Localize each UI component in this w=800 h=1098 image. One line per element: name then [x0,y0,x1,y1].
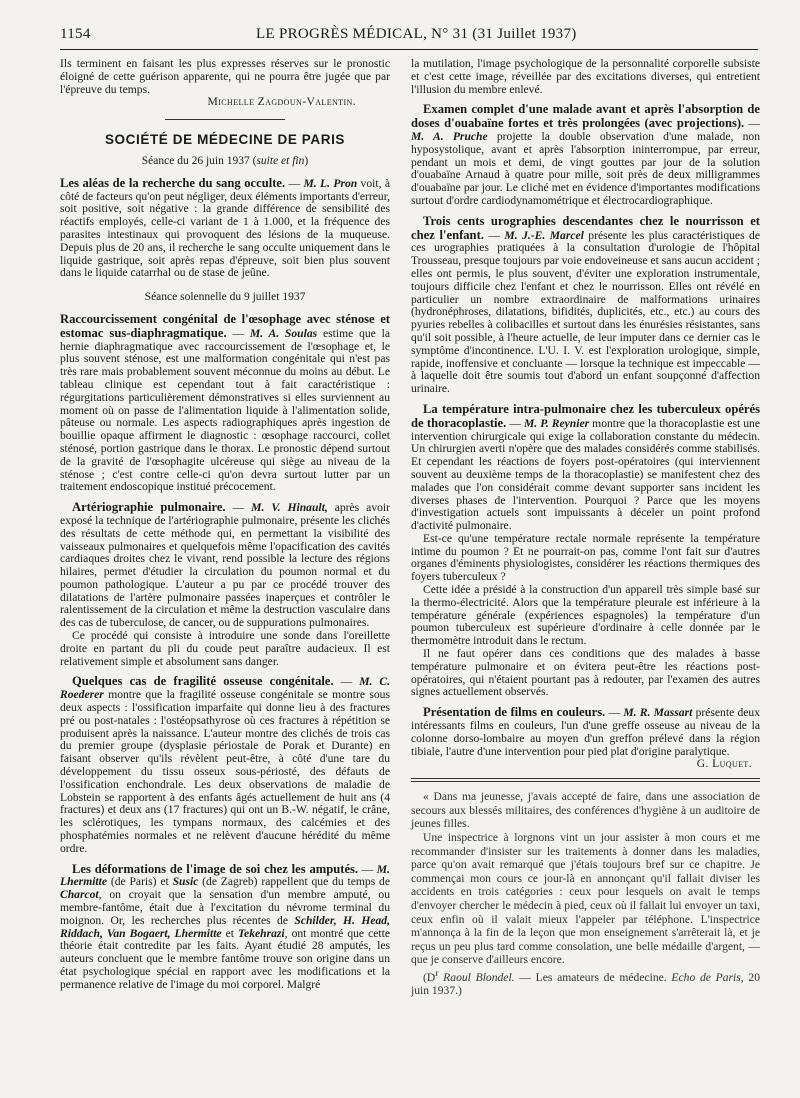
feuilleton [411,790,760,998]
article-sang-occulte: Les aléas de la recherche du sang occulte. — M. L. Pron voit, à côté de facteurs qu'on peut négliger, deux éléments importants d'erreur, soit positive, soit négative : la grande différence de sensibilité des réactifs employés, celle-ci variant de 1 à 1.000, et la fréquence des parasites intestinaux qui provoquent des lésions de la muqueuse. Depuis plus de 20 ans, il recherche le sang occulte uniquement dans le liquide gastrique, soit après repas d'épreuve, soit bien plus souvent dans le liquide catarrhal ou de stase de jeûne. [60,175,391,280]
article-title: Examen complet d'une malade avant et après l'absorption de doses d'ouabaïne fortes et très prolongées (avec projections). [411,102,760,131]
temperature-paragraph-3: Cette idée a présidé à la construction d'un appareil très simple basé sur la thermo-électricité. Alors que la température pleurale est inférieure à la température générale (expériences espagnoles) la température d'un poumon tuberculeux est supérieure d'ordinaire à celle donnée par le thermomètre introduit dans le rectum. [411,583,760,648]
article-films: Présentation de films en couleurs. — M. R. Massart présente deux intéressants films en couleurs, l'un d'une greffe osseuse au niveau de la colonne dorso-lombaire au moyen d'un greffon prélevé dans la région tibiale, l'autre d'une intervention pour pied plat d'origine paralytique. [411,705,761,758]
article-author: M. J.-E. Marcel [504,228,584,242]
article-title: Les aléas de la recherche du sang occulte. [60,175,286,190]
arteriographie-paragraph-2: Ce procédé qui consiste à introduire une sonde dans l'oreillette droite en partant du pli du coude peut paraître audacieux. Il est relativement simple et absolument sans danger. [60,629,390,668]
article-title: Trois cents urographies descendantes chez le nourrisson et chez l'enfant. [411,213,760,242]
continuation-paragraph: la mutilation, l'image psychologique de la personnalité corporelle subsiste et c'est cette image, réveillée par des excitations diverses, qui entretient l'illusion du membre enlevé. [411,57,760,96]
article-author: M. C. Roederer [60,675,390,702]
feuilleton-paragraph-2: Une inspectrice à lorgnons vint un jour assister à mon cours et me recommander d'insister sur les traitements à donner dans les maladies, parce qu'on avait remarqué que j'étais toujours bref sur ce chapitre. Je commençai mon cours ce jour-là en annonçant qu'il fallait diviser les accidents en trois catégories : ceux pour lesquels on avait le temps d'envoyer chercher le médecin à pied, ceux où il fallait lui envoyer un taxi, ceux enfin où il valait mieux l'appeler par téléphone. L'inspectrice m'annonça à la fin de la leçon que mon enseignement s'arrêterait là, et je reçus un peu plus tard comme consolation, une belle médaille d'argent, — que je conserve d'ailleurs encore. [411,831,760,967]
article-title: Présentation de films en couleurs. [423,705,606,720]
temperature-paragraph-4: Il ne faut opérer dans ces conditions que des malades à basse température pulmonaire et on évitera peut-être les réactions post-opératoires, qui n'étaient pourtant pas à redouter, par l'examen des autres signes actuellement observés. [411,647,760,699]
page-header [60,26,758,48]
article-arteriographie: Artériographie pulmonaire. — M. V. Hinault, après avoir exposé la technique de l'artériographie pulmonaire, présente les clichés des résultats de cette méthode qui, en permettant la visibilité des vaisseaux pulmonaires et quelquefois même l'opacification des cavités cardiaques droites chez le vivant, rend possible la lecture des régions hilaires, permet d'étudier la circulation du poumon normal et du poumon pathologique. L'auteur a pu par ce procédé trouver des dilatations de l'artère pulmonaire passées inaperçues et contrôler le ralentissement de la circulation et même la destruction vasculaire dans des cas de tuberculose, de cancer, ou de suppurations pulmonaires. [60,500,391,630]
article-title: Raccourcissement congénital de l'œsophage avec sténose et estomac sus-diaphragmatique. [60,311,390,340]
feuilleton-paragraph-1: « Dans ma jeunesse, j'avais accepté de faire, dans une association de secours aux blessés militaires, des conférences d'hygiène à un auditoire de jeunes filles. [411,790,760,831]
article-author: M. Lhermitte [60,862,391,889]
seance-2: Séance solennelle du 9 juillet 1937 [144,291,306,304]
article-fragilite: Quelques cas de fragilité osseuse congénitale. — M. C. Roederer montre que la fragilité osseuse congénitale se montre sous deux aspects : l'ossification imparfaite qui donne lieu à des fractures pré ou post-natales : l'ostéopsathyrose où ces fractures à répétition se produisent après la naissance. L'auteur montre des clichés de trois cas du premier groupe (dysplasie périostale de Porak et Durante) en faisant observer qu'ils révèlent peut-être, à côté d'une tare du développement du tissu osseux sous-périosté, des défauts de l'ossification enchondrale. Les deux observations de maladie de Lobstein se rapportent à des enfants âgés actuellement de huit ans (4 fractures) et deux ans (17 fractures) qui ont un B.-W. négatif, le crâne, les sclérotiques, les tympans normaux, des calcémies et des phosphatémies normales et ne relèvent d'aucune hérédité du même ordre. [60,674,390,855]
report-signature: G. Luquet. [696,757,752,771]
article-oesophage: Raccourcissement congénital de l'œsophage avec sténose et estomac sus-diaphragmatique. — M. A. Soulas estime que la hernie diaphragmatique avec raccourcissement de l'œsophage et, le plus souvent sténose, est une malformation congénitale qui n'est pas très rare mais probablement souvent méconnue du moins au début. Le tableau clinique est cependant tout à fait caractéristique : régurgitations particulièrement démonstratives si elles surviennent au moment où on passe de l'alimentation liquide à l'alimentation solide, pâteuse ou normale. Les aspects radiographiques après ingestion de bouillie opaque affirment le diagnostic : œsophage raccourci, collet sténosé, portion gastrique dans le thorax. Le pronostic dépend surtout de la gravité de l'œsophagite ulcéreuse qui siège au niveau de la sténose ; c'est contre celle-ci qu'on devra surtout lutter par un traitement endoscopique institué précocement. [60,311,390,494]
article-author: M. R. Massart [623,706,693,720]
article-author: M. L. Pron [303,176,358,190]
article-title: Les déformations de l'image de soi chez les amputés. [72,861,359,876]
article-author: M. A. Pruche [411,129,488,143]
article-author: M. A. Soulas [249,326,318,340]
feuilleton-source: ($D^r$ Raoul Blondel. — Les amateurs de médecine. Echo de Paris, 20 juin 1937.) [411,967,761,998]
article-author: M. V. Hinault, [251,501,328,515]
temperature-paragraph-2: Est-ce qu'une température rectale normale représente la température intime du poumon ? Et ne pourrait-on pas, comme l'ont fait sur d'autres organes d'éminents physiologistes, considérer les réactions thermiques des foyers tuberculeux ? [411,531,760,584]
left-column [60,58,390,992]
intro-author: Michelle Zagdoun-Valentin. [207,95,356,109]
article-temperature: La température intra-pulmonaire chez les tuberculeux opérés de thoracoplastie. — M. P. Reynier montre que la thoracoplastie est une intervention chirurgicale qui exige la collaboration constante du médecin. Un chirurgien averti n'opère que des malades considérés comme stabilisés. Et cependant les réactions de foyers post-opératoires (qui interviennent souvent au deuxième temps de la thoracoplastie) se manifestent chez des malades que l'on considérait comme devant supporter sans incident les diverses phases de l'intervention. Pourquoi ? Parce que les moyens d'investigation actuels sont impuissants à déceler un point profond d'activité pulmonaire. [411,401,760,533]
intro-paragraph: Ils terminent en faisant les plus expresses réserves sur le pronostic éloigné de cette guérison apparente, qui ne pourra être jugée que par l'épreuve du temps. [60,57,390,96]
society-heading: SOCIÉTÉ DE MÉDECINE DE PARIS [104,132,346,148]
article-title: La température intra-pulmonaire chez les tuberculeux opérés de thoracoplastie. [411,401,760,430]
article-title: Quelques cas de fragilité osseuse congénitale. [72,674,334,689]
article-ouabaine: Examen complet d'une malade avant et après l'absorption de doses d'ouabaïne fortes et très prolongées (avec projections). — M. A. Pruche projette la double observation d'une malade, non hyposystolique, avant et après l'absorption ininterrompue, par erreur, pendant un mois et demi, de vingt gouttes par jour de la solution d'ouabaïne Arnaud à quatre pour mille, soit près de deux milligrammes d'ouabaïne par jour. Le cliché met en évidence d'importantes modifications surtout d'ordre cardiodynamométrique et électrocardiographique. [411,102,760,207]
article-author: M. P. Reynier [523,416,590,430]
article-urographies: Trois cents urographies descendantes chez le nourrisson et chez l'enfant. — M. J.-E. Marcel présente les plus caractéristiques de ces urographies pratiquées à la consultation d'urologie de l'hôpital Trousseau, presque toujours par voie endoveineuse et sans aucun accident ; elles ont permis, le plus souvent, d'éviter une exploration instrumentale, toujours difficile chez l'enfant et chez le nourrisson. Elles ont révélé en particulier un nombre extraordinaire de malformations urinaires (hydronéphroses, dilatations, bifidités, duplicités, etc., etc.) au cours des pyuries rebelles à colibacilles et surtout dans les énurésies résistantes, sans qu'il soit possible, à l'heure actuelle, de leur imputer dans ce dernier cas le symptôme d'incontinence. L'U. I. V. est l'exploration urologique, simple, rapide, inoffensive et concluante — lorsque la technique est impeccable — à laquelle doit être soumis tout d'abord un enfant soupçonné d'affection urinaire. [411,213,760,396]
feuilleton-divider [411,778,760,782]
article-title: Artériographie pulmonaire. [72,500,226,515]
section-divider [165,119,285,120]
right-column [411,58,760,998]
article-amputes: Les déformations de l'image de soi chez les amputés. — M. Lhermitte (de Paris) et Susic (de Zagreb) rappellent que du temps de Charcot, on croyait que la sensation d'un membre amputé, ou membre-fantôme, était due à l'excitation du névrome terminal du moignon. Or, les recherches plus récentes de Schilder, H. Head, Riddach, Van Bogaert, Lhermitte et Tekehrazi, ont montré que cette théorie était contredite par les faits. Ayant étudié 28 amputés, les auteurs concluent que le membre fantôme trouve son origine dans un état psychologique spécial en rapport avec les modifications et la permanence relative de l'image du moi corporel. Malgré [60,861,391,991]
header-rule [60,49,758,50]
seance-1: Séance du 26 juin 1937 (suite et fin) [141,154,309,167]
journal-title: LE PROGRÈS MÉDICAL, N° 31 (31 Juillet 1937) [256,26,577,42]
page-number: 1154 [60,26,91,42]
